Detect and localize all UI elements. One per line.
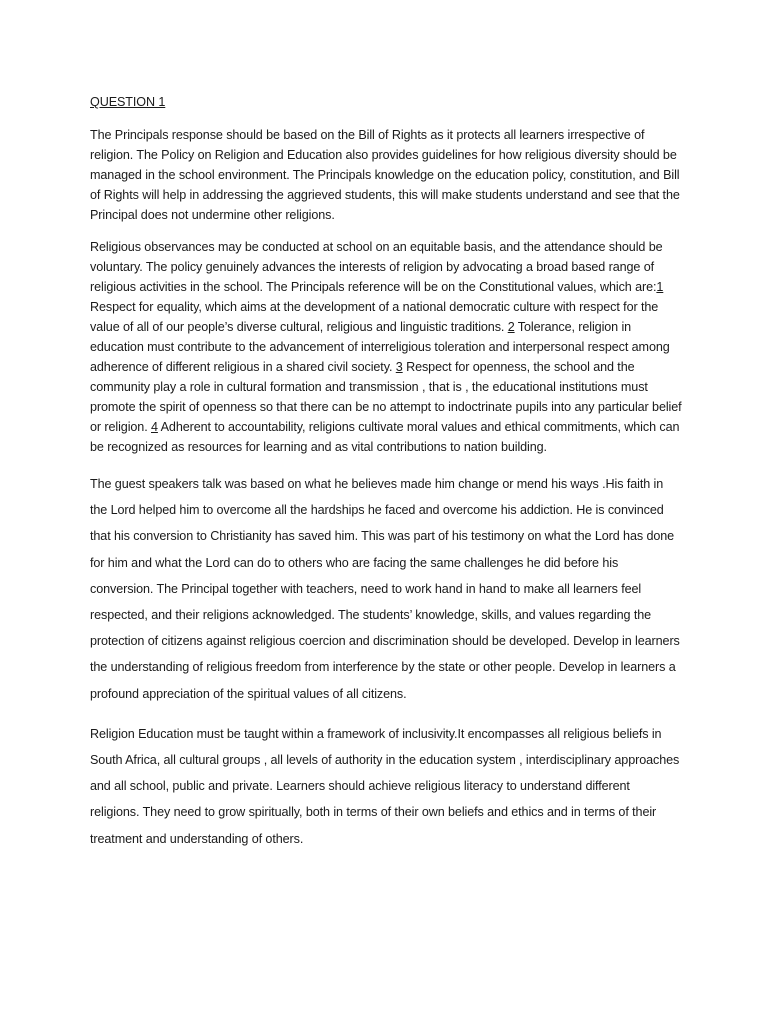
values-text-equality: Respect for equality, which aims at the development of a national democratic culture with respect for the value of all of our people’s diverse cultural, religious and linguistic traditions.	[90, 300, 659, 334]
values-text-tolerance: Tolerance, religion in education must contribute to the advancement of interreligious toleration and interpersonal respect among adherence of different religious in a shared civil society.	[90, 320, 670, 374]
paragraph-religion-education: Religion Education must be taught within a framework of inclusivity.It encompasses all religious beliefs in South Africa, all cultural groups , all levels of authority in the education system , interdisciplinary approaches and all school, public and private. Learners should achieve religious literacy to understand different religions. They need to grow spiritually, both in terms of their own beliefs and ethics and in terms of their treatment and understanding of others.	[90, 726, 680, 846]
value-number-1: 1	[656, 280, 664, 294]
paragraph-bill-of-rights: The Principals response should be based on the Bill of Rights as it protects all learners irrespective of religion. The Policy on Religion and Education also provides guidelines for how religious diversity should be managed in the school environment. The Principals knowledge on the education policy, constitution, and Bill of Rights will help in addressing the aggrieved students, this will make students understand and see that the Principal does not undermine other religions.	[90, 128, 680, 222]
value-number-2: 2	[507, 320, 515, 334]
paragraph-constitutional-values	[90, 237, 682, 457]
values-text-accountability: Adherent to accountability, religions cultivate moral values and ethical commitments, which can be recognized as resources for learning and as vital contributions to nation building.	[90, 420, 680, 454]
question-heading: QUESTION 1	[90, 95, 166, 109]
paragraph-guest-speaker: The guest speakers talk was based on what he believes made him change or mend his ways .His faith in the Lord helped him to overcome all the hardships he faced and overcome his addiction. He is convinced that his conversion to Christianity has saved him. This was part of his testimony on what the Lord has done for him and what the Lord can do to others who are facing the same challenges he did before his conversion. The Principal together with teachers, need to work hand in hand to make all learners feel respected, and their religions acknowledged. The students’ knowledge, skills, and values regarding the protection of citizens against religious coercion and discrimination should be developed. Develop in learners the understanding of religious freedom from interference by the state or other people. Develop in learners a profound appreciation of the spiritual values of all citizens.	[90, 477, 680, 701]
document-page	[90, 93, 682, 852]
values-text-openness: Respect for openness, the school and the community play a role in cultural formation and transmission , that is , the educational institutions must promote the spirit of openness so that there can be no attempt to indoctrinate pupils into any particular belief or religion.	[90, 360, 682, 434]
value-number-4: 4	[151, 420, 158, 434]
value-number-3: 3	[395, 360, 403, 374]
values-text-intro: Religious observances may be conducted at school on an equitable basis, and the attendance should be voluntary. The policy genuinely advances the interests of religion by advocating a broad based range of religious activities in the school. The Principals reference will be on the Constitutional values, which are:	[90, 240, 663, 294]
